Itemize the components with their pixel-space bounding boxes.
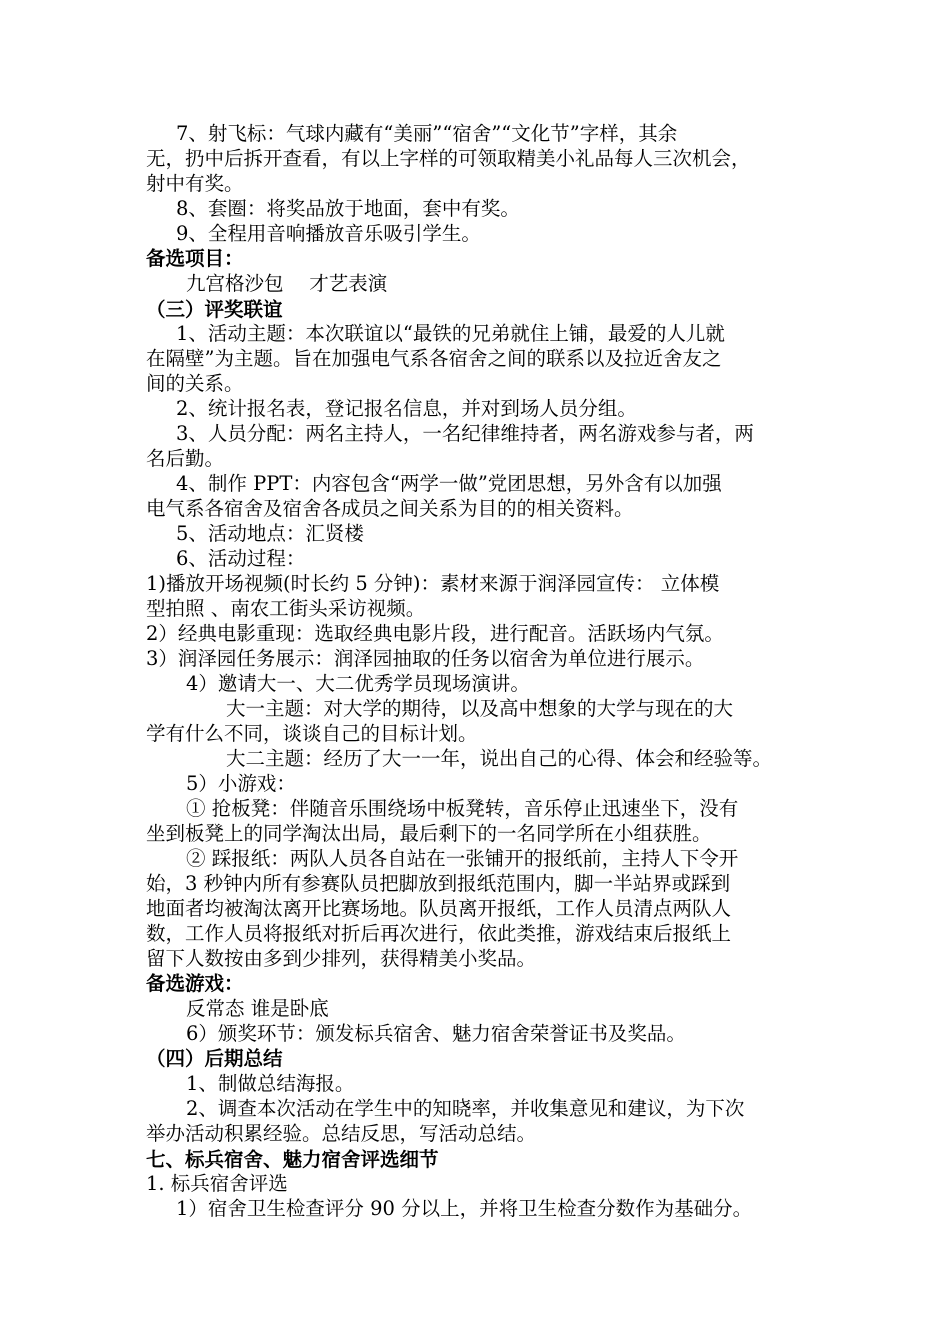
paragraph-line: 7、射飞标：气球内藏有“美丽”“宿舍”“文化节”字样，其余 (176, 122, 678, 145)
paragraph-line: 名后勤。 (146, 447, 225, 470)
paragraph-line: 5、活动地点：汇贤楼 (176, 522, 364, 545)
paragraph-line: 4、制作 PPT：内容包含“两学一做”党团思想，另外含有以加强 (176, 472, 722, 495)
paragraph-line: 1. 标兵宿舍评选 (146, 1172, 288, 1195)
paragraph-line: 2、统计报名表，登记报名信息，并对到场人员分组。 (176, 397, 637, 420)
paragraph-line: 坐到板凳上的同学淘汰出局，最后剩下的一名同学所在小组获胜。 (146, 822, 712, 845)
paragraph-line: ② 踩报纸：两队人员各自站在一张铺开的报纸前，主持人下令开 (186, 847, 739, 870)
paragraph-line: 举办活动积累经验。总结反思，写活动总结。 (146, 1122, 537, 1145)
paragraph-line: 九宫格沙包 才艺表演 (186, 272, 388, 295)
section-heading: 七、标兵宿舍、魅力宿舍评选细节 (146, 1148, 439, 1171)
paragraph-line: 学有什么不同，谈谈自己的目标计划。 (146, 722, 478, 745)
paragraph-line: 1)播放开场视频(时长约 5 分钟)：素材来源于润泽园宣传： 立体模 (146, 572, 720, 595)
paragraph-line: 8、套圈：将奖品放于地面，套中有奖。 (176, 197, 520, 220)
section-heading: 备选项目： (146, 247, 244, 270)
paragraph-line: 射中有奖。 (146, 172, 244, 195)
paragraph-line: 间的关系。 (146, 372, 244, 395)
section-heading: 备选游戏： (146, 972, 244, 995)
paragraph-line: 在隔壁”为主题。旨在加强电气系各宿舍之间的联系以及拉近舍友之 (146, 347, 722, 370)
section-heading: （三）评奖联谊 (146, 298, 283, 321)
paragraph-line: 3、人员分配：两名主持人，一名纪律维持者，两名游戏参与者，两 (176, 422, 754, 445)
paragraph-line: 2）经典电影重现：选取经典电影片段，进行配音。活跃场内气氛。 (146, 622, 724, 645)
paragraph-line: 2、调查本次活动在学生中的知晓率，并收集意见和建议，为下次 (186, 1097, 745, 1120)
paragraph-line: 6、活动过程： (176, 547, 306, 570)
paragraph-line: 地面者均被淘汰离开比赛场地。队员离开报纸，工作人员清点两队人 (146, 897, 732, 920)
paragraph-line: 留下人数按由多到少排列，获得精美小奖品。 (146, 947, 537, 970)
section-heading: （四）后期总结 (146, 1047, 283, 1070)
paragraph-line: 1、活动主题：本次联谊以“最铁的兄弟就住上铺，最爱的人儿就 (176, 322, 725, 345)
paragraph-line: 5）小游戏： (186, 772, 296, 795)
paragraph-line: 6）颁奖环节：颁发标兵宿舍、魅力宿舍荣誉证书及奖品。 (186, 1022, 686, 1045)
paragraph-line: 大一主题：对大学的期待，以及高中想象的大学与现在的大 (226, 697, 734, 720)
paragraph-line: 数，工作人员将报纸对折后再次进行，依此类推，游戏结束后报纸上 (146, 922, 732, 945)
paragraph-line: ① 抢板凳：伴随音乐围绕场中板凳转，音乐停止迅速坐下，没有 (186, 797, 739, 820)
paragraph-line: 大二主题：经历了大一一年，说出自己的心得、体会和经验等。 (226, 747, 773, 770)
paragraph-line: 反常态 谁是卧底 (186, 997, 329, 1020)
paragraph-line: 3）润泽园任务展示：润泽园抽取的任务以宿舍为单位进行展示。 (146, 647, 705, 670)
paragraph-line: 始，3 秒钟内所有参赛队员把脚放到报纸范围内，脚一半站界或踩到 (146, 872, 731, 895)
paragraph-line: 1、制做总结海报。 (186, 1072, 355, 1095)
paragraph-line: 9、全程用音响播放音乐吸引学生。 (176, 222, 481, 245)
paragraph-line: 4）邀请大一、大二优秀学员现场演讲。 (186, 672, 530, 695)
paragraph-line: 电气系各宿舍及宿舍各成员之间关系为目的的相关资料。 (146, 497, 634, 520)
paragraph-line: 无，扔中后拆开查看，有以上字样的可领取精美小礼品每人三次机会， (146, 147, 751, 170)
paragraph-line: 型拍照 、南农工街头采访视频。 (146, 597, 426, 620)
paragraph-line: 1）宿舍卫生检查评分 90 分以上，并将卫生检查分数作为基础分。 (176, 1197, 753, 1220)
